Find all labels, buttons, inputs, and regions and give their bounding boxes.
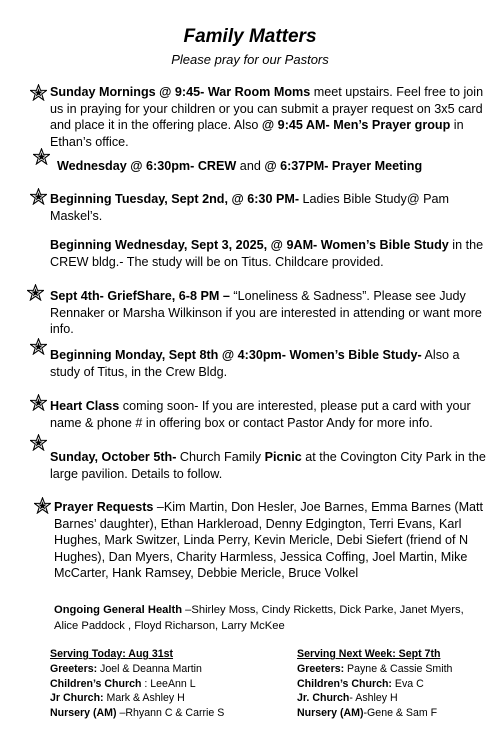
announcement-item: Sunday, October 5th- Church Family Picnic at the Covington City Park in the large pavilion. Details to follow. <box>50 450 486 481</box>
serving-today <box>50 647 270 721</box>
announcement-item: Beginning Monday, Sept 8th @ 4:30pm- Women’s Bible Study- Also a study of Titus, in the Crew Bldg. <box>50 348 460 379</box>
announcement-item: Beginning Wednesday, Sept 3, 2025, @ 9AM- Women’s Bible Study in the CREW bldg.- The study will be on Titus. Childcare provided. <box>50 238 484 269</box>
serving-row: Greeters: Joel & Deanna Martin <box>50 662 202 675</box>
star-icon <box>30 338 47 355</box>
serving-row: Children’s Church : LeeAnn L <box>50 677 196 690</box>
serving-row: Nursery (AM) –Rhyann C & Carrie S <box>50 707 225 720</box>
serving-next-heading: Serving Next Week: Sept 7th <box>297 648 441 660</box>
star-icon <box>30 188 47 205</box>
serving-row: Children’s Church: Eva C <box>297 677 424 690</box>
announcement-item: Sept 4th- GriefShare, 6-8 PM – “Loneliness & Sadness”. Please see Judy Rennaker or Marsha Wilkinson if you are interested in attending or want more info. <box>50 289 482 336</box>
star-icon <box>30 394 47 411</box>
page-subtitle: Please pray for our Pastors <box>171 52 329 67</box>
announcement-item: Heart Class coming soon- If you are interested, please put a card with your name & phone # in offering box or contact Pastor Andy for more info. <box>50 399 471 430</box>
serving-row: Nursery (AM)-Gene & Sam F <box>297 707 438 720</box>
serving-next-week <box>297 647 497 721</box>
page-title: Family Matters <box>183 26 317 47</box>
announcement-item: Wednesday @ 6:30pm- CREW and @ 6:37PM- Prayer Meeting <box>57 159 423 173</box>
serving-today-heading: Serving Today: Aug 31st <box>50 648 174 660</box>
announcement-item: Sunday Mornings @ 9:45- War Room Moms meet upstairs. Feel free to join us in praying for your children or you can submit a prayer request on 3x5 card and place it in the offering place. Also @ 9:45 AM- Men’s Prayer group in Ethan’s office. <box>50 85 484 149</box>
star-icon <box>30 434 47 451</box>
star-icon <box>27 284 44 301</box>
star-icon <box>33 148 50 165</box>
serving-row: Jr. Church- Ashley H <box>297 692 398 705</box>
announcement-item: Beginning Tuesday, Sept 2nd, @ 6:30 PM- Ladies Bible Study@ Pam Maskel’s. <box>50 192 450 223</box>
serving-row: Greeters: Payne & Cassie Smith <box>297 662 453 675</box>
star-icon <box>30 84 47 101</box>
serving-row: Jr Church: Mark & Ashley H <box>50 692 185 705</box>
general-health: Ongoing General Health –Shirley Moss, Cindy Ricketts, Dick Parke, Janet Myers, Alice Paddock , Floyd Richarson, Larry McKee <box>54 604 464 632</box>
star-icon <box>34 497 51 514</box>
prayer-requests: Prayer Requests –Kim Martin, Don Hesler, Joe Barnes, Emma Barnes (Matt Barnes’ daughter), Ethan Harkleroad, Denny Edgington, Terri Evans, Karl Hughes, Mark Switzer, Linda Perry, Kevin Mericle, Debi Siefert (friend of N Hughes), Dan Myers, Charity Harmless, Jessica Coffing, Joel Martin, Mike McCarter, Hank Ramsey, Debbie Mericle, Bruce Volkel <box>54 500 484 580</box>
